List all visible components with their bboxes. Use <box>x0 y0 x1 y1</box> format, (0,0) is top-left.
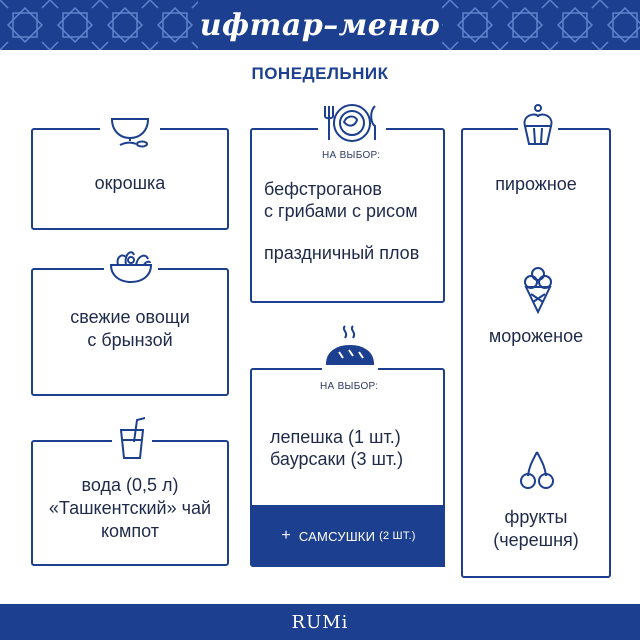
drinks-line-3: компот <box>100 521 160 541</box>
main-line-2: с грибами с рисом <box>264 201 418 221</box>
main-line-3: праздничный плов <box>264 243 420 263</box>
bread-line-1: лепешка (1 шт.) <box>270 427 401 447</box>
main-line-1: бефстроганов <box>264 179 382 199</box>
plus-icon: + <box>281 527 291 544</box>
footer-brand: RUMi <box>0 604 640 640</box>
bread-loaf-icon <box>322 322 378 372</box>
bread-line-2: баурсаки (3 шт.) <box>270 449 404 469</box>
fruit-line-1: фрукты <box>504 507 568 527</box>
ice-cream-cone-icon <box>520 266 556 314</box>
drinks-line-1: вода (0,5 л) <box>81 475 179 495</box>
day-heading: ПОНЕДЕЛЬНИК <box>251 64 389 83</box>
cupcake-icon <box>518 102 558 148</box>
main-choice-label: НА ВЫБОР: <box>322 150 381 161</box>
bread-choice-label: НА ВЫБОР: <box>320 381 379 392</box>
desserts-card <box>461 128 611 578</box>
plate-fork-knife-icon <box>318 100 386 146</box>
salad-card <box>31 268 229 396</box>
salad-line-1: свежие овощи <box>70 307 190 327</box>
bonus-label: САМСУШКИ <box>298 528 376 544</box>
salad-bowl-icon <box>104 242 158 286</box>
page-title: ифтар–меню <box>198 0 442 50</box>
cake-text: пирожное <box>495 174 577 194</box>
samsushki-bonus <box>252 505 445 567</box>
cherries-icon <box>516 448 558 490</box>
soup-bowl-icon <box>100 110 160 150</box>
fruit-line-2: (черешня) <box>493 530 579 550</box>
drink-glass-icon <box>112 416 152 462</box>
bonus-qty: (2 ШТ.) <box>379 530 416 542</box>
salad-line-2: с брынзой <box>87 330 173 350</box>
soup-text: окрошка <box>94 173 166 193</box>
header-banner <box>0 0 640 50</box>
ice-cream-text: мороженое <box>488 326 584 346</box>
drinks-line-2: «Ташкентский» чай <box>48 498 212 518</box>
